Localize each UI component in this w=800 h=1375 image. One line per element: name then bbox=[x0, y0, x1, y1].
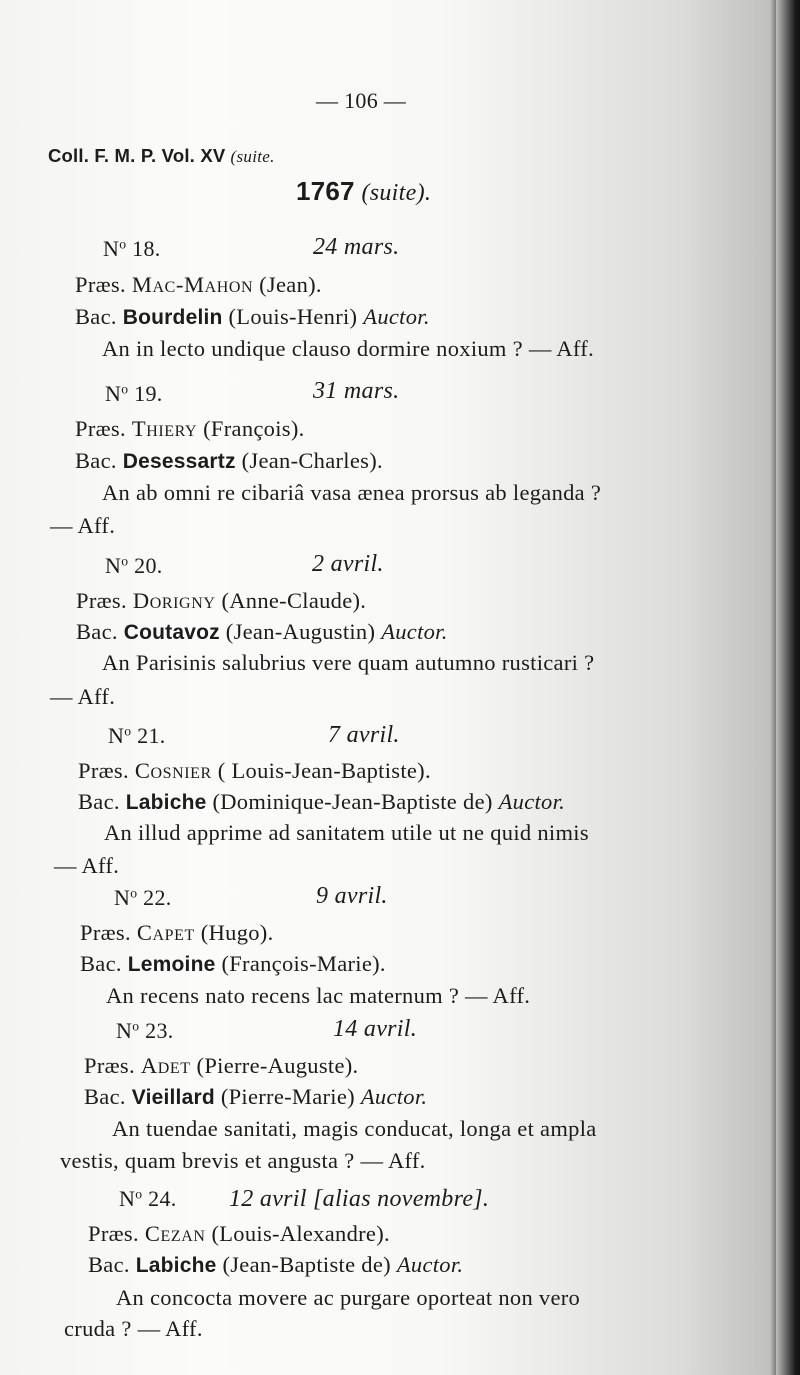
thesis-question-line: An illud apprime ad sanitatem utile ut ne quid nimis bbox=[104, 820, 589, 845]
praeses-name: Cosnier bbox=[134, 758, 212, 783]
thesis-question-line: An ab omni re cibariâ vasa ænea prorsus ab leganda ? bbox=[102, 480, 602, 505]
praeses-line: Præs. Cezan (Louis-Alexandre). bbox=[88, 1221, 390, 1246]
entry-number: $N^o$ 19. bbox=[105, 381, 163, 406]
praeses-line: Præs. Cosnier ( Louis-Jean-Baptiste). bbox=[78, 758, 431, 783]
thesis-question-line: An recens nato recens lac maternum ? — Aff. bbox=[106, 983, 531, 1008]
entry-date: 24 mars. bbox=[313, 234, 400, 260]
praeses-line: Præs. Capet (Hugo). bbox=[80, 920, 274, 945]
entry-date: 9 avril. bbox=[316, 883, 388, 909]
bachelor-name: Desessartz bbox=[122, 450, 236, 473]
praeses-name: Mac-Mahon bbox=[131, 272, 254, 297]
bachelor-name: Vieillard bbox=[131, 1086, 215, 1109]
book-gutter-shadow bbox=[770, 0, 776, 1375]
praeses-name: Cezan bbox=[144, 1221, 206, 1246]
bachelor-name: Lemoine bbox=[127, 953, 216, 976]
praeses-name: Capet bbox=[136, 920, 195, 945]
praeses-name: Dorigny bbox=[132, 588, 216, 613]
entry-number: $N^o$ 24. bbox=[119, 1186, 177, 1211]
entry-date: 14 avril. bbox=[333, 1016, 418, 1042]
thesis-question-line: cruda ? — Aff. bbox=[64, 1316, 203, 1341]
thesis-question-line: vestis, quam brevis et angusta ? — Aff. bbox=[60, 1148, 426, 1173]
praeses-line: Præs. Adet (Pierre-Auguste). bbox=[84, 1053, 359, 1078]
bachelor-name: Labiche bbox=[135, 1254, 217, 1277]
thesis-question-line: — Aff. bbox=[50, 684, 116, 709]
thesis-question-line: — Aff. bbox=[50, 513, 116, 538]
bachelor-line: Bac. Labiche (Jean-Baptiste de) Auctor. bbox=[88, 1252, 464, 1277]
thesis-question-line: An in lecto undique clauso dormire noxium ? — Aff. bbox=[102, 336, 594, 361]
entry-date: 7 avril. bbox=[328, 722, 400, 748]
bachelor-name: Labiche bbox=[125, 791, 207, 814]
entry-date: 2 avril. bbox=[312, 551, 384, 577]
thesis-question-line: — Aff. bbox=[54, 853, 120, 878]
year-heading-number: 1767 bbox=[296, 176, 355, 206]
bachelor-name: Bourdelin bbox=[122, 306, 223, 329]
entry-number: $N^o$ 22. bbox=[114, 885, 172, 910]
entry-number: $N^o$ 23. bbox=[116, 1018, 174, 1043]
entry-number: $N^o$ 18. bbox=[103, 236, 161, 261]
bachelor-line: Bac. Lemoine (François-Marie). bbox=[80, 951, 386, 976]
bachelor-line: Bac. Vieillard (Pierre-Marie) Auctor. bbox=[84, 1084, 428, 1109]
praeses-line: Præs. Thiery (François). bbox=[75, 416, 305, 441]
praeses-line: Præs. Mac-Mahon (Jean). bbox=[75, 272, 322, 297]
thesis-question-line: An tuendae sanitati, magis conducat, longa et ampla bbox=[112, 1116, 597, 1141]
entry-date: 12 avril [alias novembre]. bbox=[229, 1186, 490, 1212]
praeses-name: Adet bbox=[140, 1053, 191, 1078]
bachelor-line: Bac. Desessartz (Jean-Charles). bbox=[75, 448, 383, 473]
year-heading-suffix: (suite). bbox=[361, 180, 432, 206]
entry-number: $N^o$ 20. bbox=[105, 553, 163, 578]
thesis-question-line: An concocta movere ac purgare oporteat non vero bbox=[116, 1285, 581, 1310]
thesis-question-line: An Parisinis salubrius vere quam autumno rusticari ? bbox=[102, 650, 595, 675]
page-number: — 106 — bbox=[316, 88, 407, 113]
bachelor-line: Bac. Labiche (Dominique-Jean-Baptiste de) Auctor. bbox=[78, 789, 566, 814]
collection-suffix: (suite. bbox=[230, 147, 275, 166]
praeses-name: Thiery bbox=[131, 416, 198, 441]
entry-date: 31 mars. bbox=[313, 378, 400, 404]
praeses-line: Præs. Dorigny (Anne-Claude). bbox=[76, 588, 367, 613]
collection-label: Coll. F. M. P. Vol. XV bbox=[48, 145, 226, 166]
entry-number: $N^o$ 21. bbox=[108, 723, 166, 748]
bachelor-line: Bac. Coutavoz (Jean-Augustin) Auctor. bbox=[76, 619, 448, 644]
collection-header bbox=[48, 145, 275, 168]
bachelor-line: Bac. Bourdelin (Louis-Henri) Auctor. bbox=[75, 304, 430, 329]
year-heading bbox=[296, 176, 431, 207]
bachelor-name: Coutavoz bbox=[123, 621, 220, 644]
